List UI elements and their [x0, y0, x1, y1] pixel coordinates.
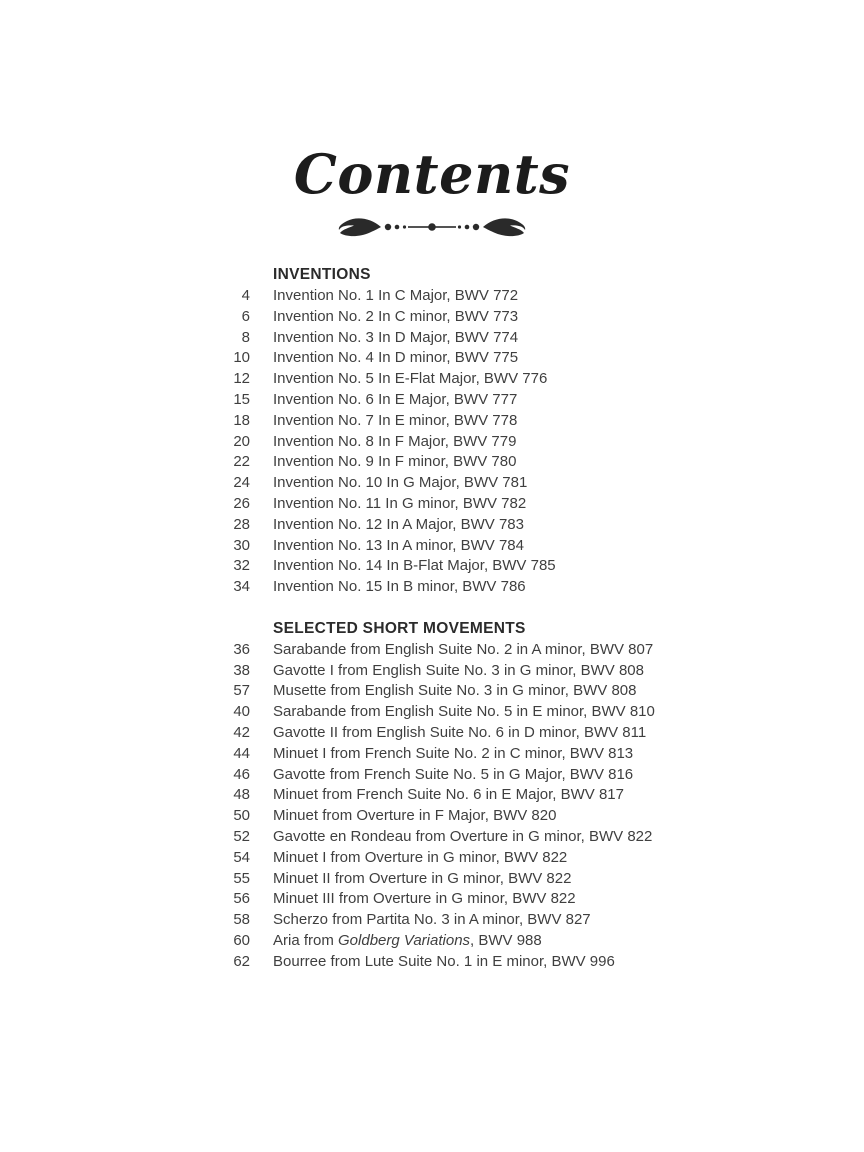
toc-entry: [194, 640, 864, 661]
toc-entry-title: [273, 286, 518, 307]
toc-entry-title: [273, 702, 655, 723]
toc-entry-page-number: 36: [233, 640, 250, 658]
toc-entry: [194, 785, 864, 806]
toc-entry-title: [273, 577, 526, 598]
table-of-contents: [194, 265, 864, 972]
toc-entry-title-text: Invention No. 4 In D minor, BWV 775: [273, 349, 519, 367]
toc-entry-title-text: Aria from: [273, 931, 339, 949]
toc-entry-title-text: Musette from English Suite No. 3 in G minor, BWV 808: [273, 682, 637, 700]
toc-entry-title: [273, 515, 524, 536]
toc-entry-title: [273, 390, 517, 411]
toc-entry: [194, 723, 864, 744]
toc-entry-title-text: Sarabande from English Suite No. 2 in A minor, BWV 807: [273, 640, 654, 658]
toc-entry: [194, 328, 864, 349]
toc-entry-page-number: 32: [233, 557, 250, 575]
section-heading: SELECTED SHORT MOVEMENTS: [273, 619, 526, 637]
toc-entry-title: [273, 744, 633, 765]
toc-entry-page-number: 60: [233, 931, 250, 949]
toc-entry: [194, 702, 864, 723]
toc-entry-title-suffix: , BWV 988: [470, 931, 542, 949]
toc-entry-title-text: Scherzo from Partita No. 3 in A minor, BWV 827: [273, 911, 591, 929]
section-entries: [194, 640, 864, 973]
toc-entry: [194, 348, 864, 369]
toc-entry-title: [273, 681, 637, 702]
toc-entry-title-text: Invention No. 1 In C Major, BWV 772: [273, 287, 519, 305]
toc-entry-page-number: 52: [233, 827, 250, 845]
toc-entry-title: [273, 640, 653, 661]
toc-entry-title: [273, 411, 517, 432]
toc-entry: [194, 307, 864, 328]
toc-entry-title-text: Invention No. 15 In B minor, BWV 786: [273, 578, 526, 596]
toc-entry: [194, 744, 864, 765]
toc-entry-title-text: Gavotte I from English Suite No. 3 in G minor, BWV 808: [273, 661, 644, 679]
toc-entry-title-text: Minuet III from Overture in G minor, BWV 822: [273, 890, 576, 908]
toc-entry: [194, 827, 864, 848]
toc-entry-page-number: 38: [233, 661, 250, 679]
ornamental-divider: [337, 213, 527, 241]
toc-entry-title-text: Gavotte en Rondeau from Overture in G minor, BWV 822: [273, 827, 653, 845]
toc-entry-title: [273, 931, 542, 952]
toc-entry-title-text: Invention No. 10 In G Major, BWV 781: [273, 474, 528, 492]
page-title: Contents: [293, 142, 571, 206]
toc-entry-title: [273, 536, 524, 557]
toc-entry-page-number: 20: [233, 432, 250, 450]
toc-entry-title: [273, 889, 576, 910]
toc-entry-title: [273, 869, 571, 890]
toc-entry-page-number: 6: [241, 307, 250, 325]
toc-entry-page-number: 54: [233, 848, 250, 866]
toc-entry-title-text: Sarabande from English Suite No. 5 in E minor, BWV 810: [273, 703, 655, 721]
toc-entry: [194, 432, 864, 453]
toc-entry: [194, 889, 864, 910]
toc-entry-title: [273, 661, 644, 682]
toc-entry: [194, 515, 864, 536]
toc-entry-page-number: 48: [233, 786, 250, 804]
toc-entry: [194, 411, 864, 432]
toc-entry-title-text: Minuet I from French Suite No. 2 in C minor, BWV 813: [273, 744, 634, 762]
toc-entry-title: [273, 848, 567, 869]
toc-entry-page-number: 28: [233, 515, 250, 533]
toc-entry: [194, 286, 864, 307]
toc-entry-page-number: 34: [233, 578, 250, 596]
toc-entry: [194, 848, 864, 869]
toc-entry-title: [273, 952, 615, 973]
toc-entry-title: [273, 452, 516, 473]
toc-entry: [194, 473, 864, 494]
toc-entry-title-italic: Goldberg Variations: [338, 931, 471, 949]
flourish-divider-icon: [337, 213, 527, 241]
toc-entry-title: [273, 494, 526, 515]
toc-entry-page-number: 50: [233, 807, 250, 825]
toc-entry-title-text: Invention No. 12 In A Major, BWV 783: [273, 515, 524, 533]
toc-entry-page-number: 46: [233, 765, 250, 783]
toc-entry-page-number: 15: [233, 391, 250, 409]
toc-entry-page-number: 18: [233, 411, 250, 429]
toc-entry: [194, 369, 864, 390]
toc-entry-title-text: Minuet I from Overture in G minor, BWV 822: [273, 848, 568, 866]
toc-entry: [194, 910, 864, 931]
toc-entry-page-number: 10: [233, 349, 250, 367]
toc-section: [194, 619, 864, 973]
toc-entry-title: [273, 723, 646, 744]
toc-entry: [194, 765, 864, 786]
toc-entry-page-number: 40: [233, 703, 250, 721]
toc-entry-title-text: Invention No. 14 In B-Flat Major, BWV 785: [273, 557, 556, 575]
toc-entry-page-number: 42: [233, 723, 250, 741]
toc-entry: [194, 556, 864, 577]
toc-entry-title-text: Invention No. 5 In E-Flat Major, BWV 776: [273, 370, 548, 388]
toc-entry-page-number: 8: [241, 328, 250, 346]
toc-entry-title-text: Invention No. 3 In D Major, BWV 774: [273, 328, 519, 346]
toc-entry-title-text: Invention No. 9 In F minor, BWV 780: [273, 453, 517, 471]
toc-entry-page-number: 44: [233, 744, 250, 762]
toc-entry-page-number: 62: [233, 952, 250, 970]
toc-entry-title-text: Minuet from Overture in F Major, BWV 820: [273, 807, 557, 825]
toc-entry-title-text: Gavotte II from English Suite No. 6 in D minor, BWV 811: [273, 723, 647, 741]
toc-entry-page-number: 4: [241, 287, 250, 305]
toc-entry-page-number: 30: [233, 536, 250, 554]
toc-entry-title: [273, 473, 527, 494]
toc-entry-title-text: Invention No. 2 In C minor, BWV 773: [273, 307, 519, 325]
toc-entry: [194, 452, 864, 473]
toc-entry: [194, 661, 864, 682]
toc-entry-title: [273, 785, 624, 806]
toc-entry-page-number: 55: [233, 869, 250, 887]
toc-entry-title-text: Invention No. 6 In E Major, BWV 777: [273, 391, 518, 409]
toc-entry-title-text: Invention No. 13 In A minor, BWV 784: [273, 536, 524, 554]
toc-entry-page-number: 57: [233, 682, 250, 700]
toc-entry-page-number: 12: [233, 370, 250, 388]
toc-entry-title-text: Invention No. 11 In G minor, BWV 782: [273, 495, 527, 512]
toc-section: [194, 265, 864, 598]
toc-entry-title-text: Bourree from Lute Suite No. 1 in E minor, BWV 996: [273, 952, 615, 970]
section-entries: [194, 286, 864, 598]
toc-entry-title: [273, 910, 591, 931]
toc-entry: [194, 952, 864, 973]
toc-entry: [194, 494, 864, 515]
section-heading: INVENTIONS: [273, 266, 371, 284]
toc-entry-title-text: Minuet II from Overture in G minor, BWV 822: [273, 869, 572, 887]
toc-entry-title: [273, 806, 556, 827]
toc-entry: [194, 806, 864, 827]
toc-entry-title: [273, 765, 633, 786]
toc-entry: [194, 869, 864, 890]
toc-entry: [194, 931, 864, 952]
toc-entry-title-text: Gavotte from French Suite No. 5 in G Major, BWV 816: [273, 765, 634, 783]
toc-entry-title: [273, 307, 518, 328]
toc-entry-page-number: 26: [233, 495, 250, 512]
toc-entry-title-text: Minuet from French Suite No. 6 in E Major, BWV 817: [273, 786, 624, 804]
toc-entry-title: [273, 369, 547, 390]
toc-entry-page-number: 22: [233, 453, 250, 471]
toc-entry-title: [273, 328, 518, 349]
toc-entry-page-number: 56: [233, 890, 250, 908]
toc-entry-title: [273, 556, 556, 577]
toc-entry-page-number: 58: [233, 911, 250, 929]
toc-entry-title-text: Invention No. 7 In E minor, BWV 778: [273, 411, 518, 429]
toc-entry: [194, 536, 864, 557]
toc-entry-page-number: 24: [233, 474, 250, 492]
toc-entry-title-text: Invention No. 8 In F Major, BWV 779: [273, 432, 517, 450]
toc-entry: [194, 681, 864, 702]
toc-entry: [194, 390, 864, 411]
toc-entry: [194, 577, 864, 598]
toc-entry-title: [273, 827, 652, 848]
toc-entry-title: [273, 348, 518, 369]
toc-entry-title: [273, 432, 516, 453]
